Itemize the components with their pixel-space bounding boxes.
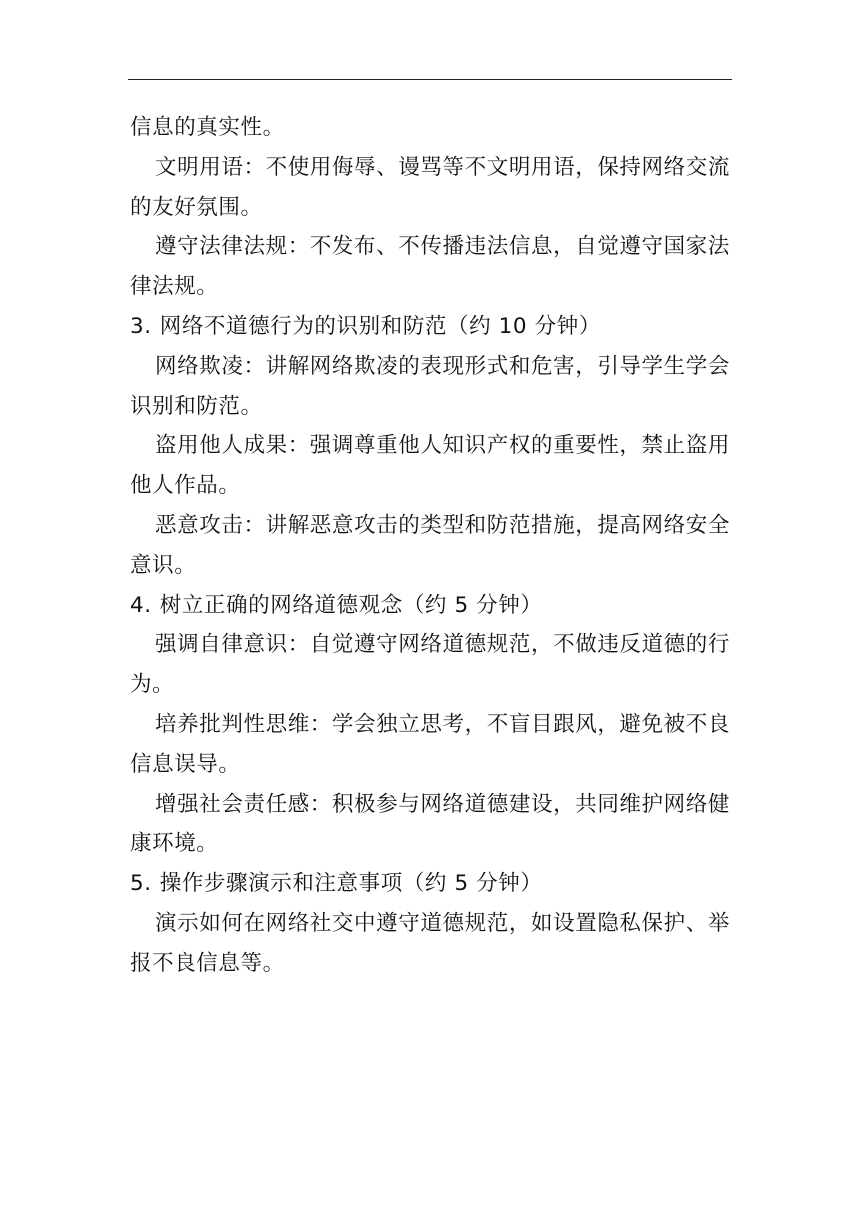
section-number: 3. — [130, 313, 152, 339]
header-rule — [128, 79, 732, 80]
section-title: 操作步骤演示和注意事项（约 5 分钟） — [159, 871, 543, 897]
section-heading — [130, 307, 730, 347]
paragraph: 文明用语：不使用侮辱、谩骂等不文明用语，保持网络交流的友好氛围。 — [130, 154, 730, 220]
paragraph: 强调自律意识：自觉遵守网络道德规范，不做违反道德的行为。 — [130, 632, 730, 698]
section-title: 树立正确的网络道德观念（约 5 分钟） — [159, 592, 543, 618]
section-heading — [130, 586, 730, 626]
paragraph: 遵守法律法规：不发布、不传播违法信息，自觉遵守国家法律法规。 — [130, 234, 730, 300]
section-heading — [130, 864, 730, 904]
paragraph: 演示如何在网络社交中遵守道德规范，如设置隐私保护、举报不良信息等。 — [130, 910, 730, 976]
document-body — [130, 108, 730, 984]
paragraph: 盗用他人成果：强调尊重他人知识产权的重要性，禁止盗用他人作品。 — [130, 433, 730, 499]
section-number: 5. — [130, 871, 152, 897]
section-number: 4. — [130, 592, 152, 618]
paragraph: 增强社会责任感：积极参与网络道德建设，共同维护网络健康环境。 — [130, 791, 730, 857]
paragraph: 恶意攻击：讲解恶意攻击的类型和防范措施，提高网络安全意识。 — [130, 512, 730, 578]
section-title: 网络不道德行为的识别和防范（约 10 分钟） — [159, 313, 601, 339]
paragraph: 网络欺凌：讲解网络欺凌的表现形式和危害，引导学生学会识别和防范。 — [130, 353, 730, 419]
paragraph: 信息的真实性。 — [130, 115, 285, 140]
paragraph: 培养批判性思维：学会独立思考，不盲目跟风，避免被不良信息误导。 — [130, 711, 730, 777]
